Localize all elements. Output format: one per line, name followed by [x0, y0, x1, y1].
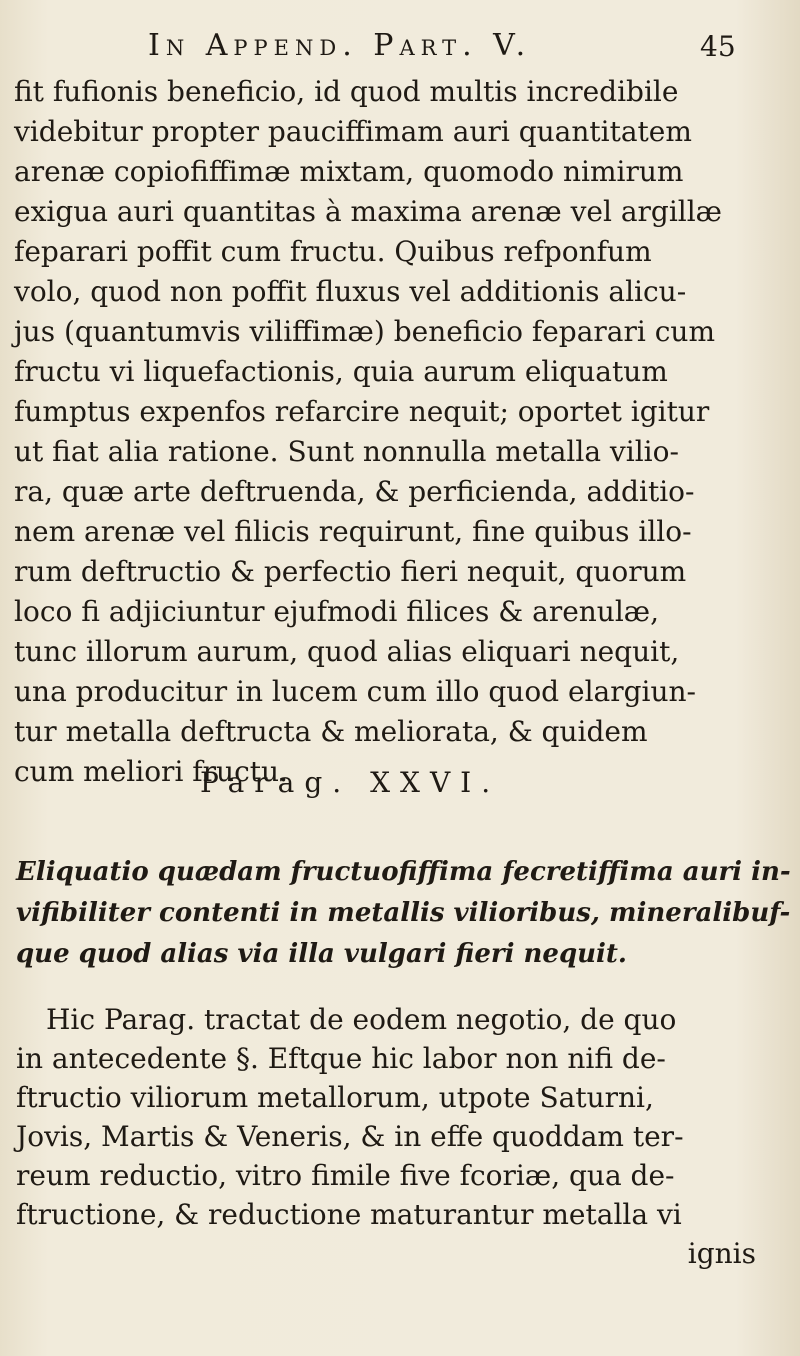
- text-line: ftructio viliorum metallorum, utpote Saturni,: [16, 1081, 654, 1114]
- text-line: ra, quæ arte deftruenda, & perficienda, additio-: [14, 475, 695, 508]
- text-line: arenæ copiofiffimæ mixtam, quomodo nimirum: [14, 155, 684, 188]
- text-line: nem arenæ vel filicis requirunt, fine quibus illo-: [14, 515, 692, 548]
- header-title: In Append. Part. V.: [148, 28, 532, 63]
- text-line: fit fufionis beneficio, id quod multis incredibile: [14, 75, 679, 108]
- text-line: loco fi adjiciuntur ejufmodi filices & arenulæ,: [14, 595, 660, 628]
- summary-line: Eliquatio quædam fructuofiffima fecretiffima auri in-: [16, 857, 791, 887]
- text-line: videbitur propter pauciffimam auri quantitatem: [14, 115, 692, 148]
- text-line: fructu vi liquefactionis, quia aurum eliquatum: [14, 355, 668, 388]
- text-line: ftructione, & reductione maturantur metalla vi: [16, 1198, 682, 1231]
- text-line: jus (quantumvis viliffimæ) beneficio feparari cum: [14, 315, 715, 348]
- section-heading: Parag. XXVI.: [200, 766, 501, 799]
- summary-line: vifibiliter contenti in metallis vilioribus, mineralibuf-: [16, 898, 791, 928]
- text-line: tunc illorum aurum, quod alias eliquari nequit,: [14, 635, 680, 668]
- text-line: volo, quod non poffit fluxus vel additionis alicu-: [14, 275, 687, 308]
- text-line: in antecedente §. Eftque hic labor non nifi de-: [16, 1042, 666, 1075]
- text-line: Hic Parag. tractat de eodem negotio, de quo: [46, 1003, 677, 1036]
- text-line: cum meliori fructu.: [14, 755, 288, 788]
- paragraph-1: [14, 72, 774, 792]
- text-line: tur metalla deftructa & meliorata, & quidem: [14, 715, 648, 748]
- text-line: Jovis, Martis & Veneris, & in effe quoddam ter-: [16, 1120, 684, 1153]
- summary-line: que quod alias via illa vulgari fieri nequit.: [16, 939, 627, 969]
- page-number: 45: [700, 30, 736, 63]
- running-header: [0, 18, 800, 68]
- text-line: ut fiat alia ratione. Sunt nonnulla metalla vilio-: [14, 435, 679, 468]
- paragraph-2: [16, 1000, 776, 1273]
- text-line: reum reductio, vitro fimile five fcoriæ, qua de-: [16, 1159, 675, 1192]
- catchword: ignis: [687, 1237, 756, 1270]
- text-line: fumptus expenfos refarcire nequit; oportet igitur: [14, 395, 710, 428]
- text-line: feparari poffit cum fructu. Quibus refponfum: [14, 235, 652, 268]
- text-line: rum deftructio & perfectio fieri nequit, quorum: [14, 555, 687, 588]
- text-line: exigua auri quantitas à maxima arenæ vel argillæ: [14, 195, 722, 228]
- text-line: una producitur in lucem cum illo quod elargiun-: [14, 675, 697, 708]
- section-summary: [16, 852, 791, 975]
